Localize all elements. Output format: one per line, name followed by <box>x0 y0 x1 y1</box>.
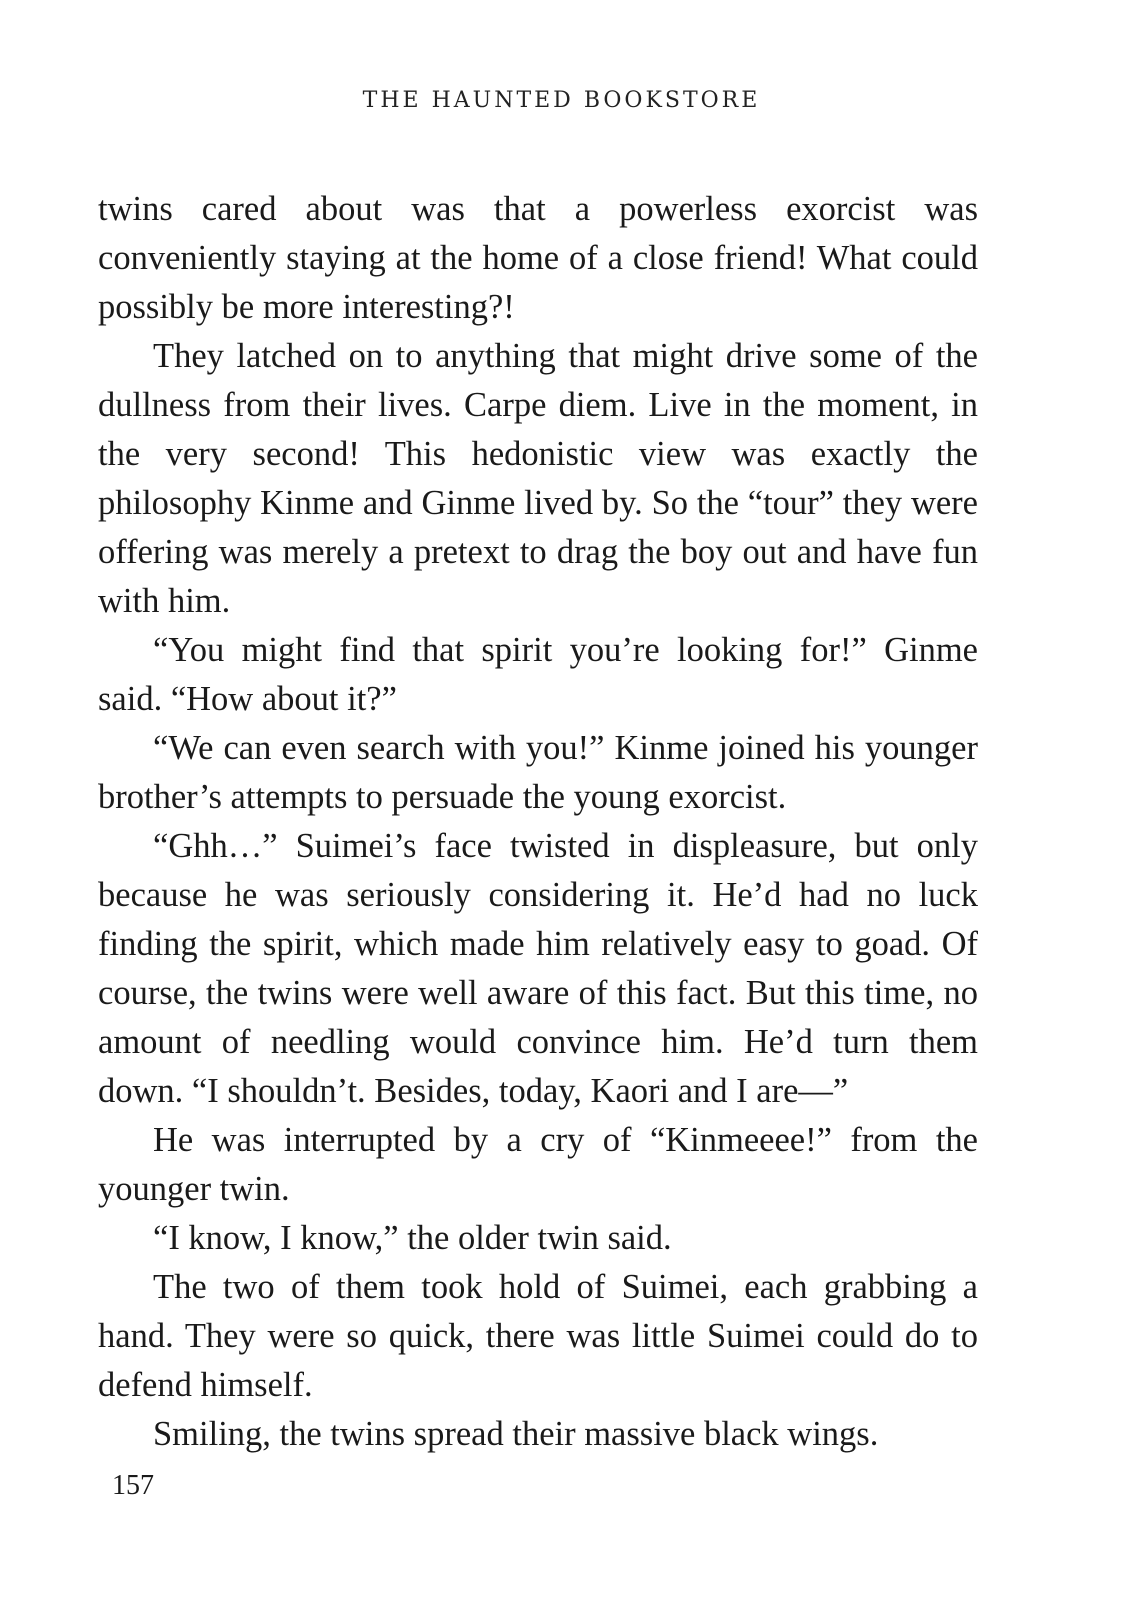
paragraph: The two of them took hold of Suimei, each grabbing a hand. They were so quick, there was little Suimei could do to defend himself. <box>98 1268 978 1404</box>
paragraph: “I know, I know,” the older twin said. <box>153 1219 672 1257</box>
page-number: 157 <box>112 1470 154 1501</box>
paragraph: “Ghh…” Suimei’s face twisted in displeasure, but only because he was seriously considering it. He’d had no luck finding the spirit, which made him relatively easy to goad. Of course, the twins were well aware of this fact. But this time, no amount of needling would convince him. He’d turn them down. “I shouldn’t. Besides, today, Kaori and I are—” <box>98 827 978 1110</box>
paragraph: twins cared about was that a powerless exorcist was conveniently staying at the home of a close friend! What could possibly be more interesting?! <box>98 190 978 326</box>
paragraph: “You might find that spirit you’re looking for!” Ginme said. “How about it?” <box>98 631 978 718</box>
paragraph: Smiling, the twins spread their massive black wings. <box>153 1415 879 1453</box>
running-head-title: THE HAUNTED BOOKSTORE <box>362 88 761 113</box>
paragraph: They latched on to anything that might drive some of the dullness from their lives. Carpe diem. Live in the moment, in the very second! This hedonistic view was exactly the philosophy Kinme and Ginme lived by. So the “tour” they were offering was merely a pretext to drag the boy out and have fun with him. <box>98 337 978 620</box>
paragraph: “We can even search with you!” Kinme joined his younger brother’s attempts to persuade the young exorcist. <box>98 729 978 816</box>
paragraph: He was interrupted by a cry of “Kinmeeee!” from the younger twin. <box>98 1121 978 1208</box>
body-text <box>98 185 978 1459</box>
